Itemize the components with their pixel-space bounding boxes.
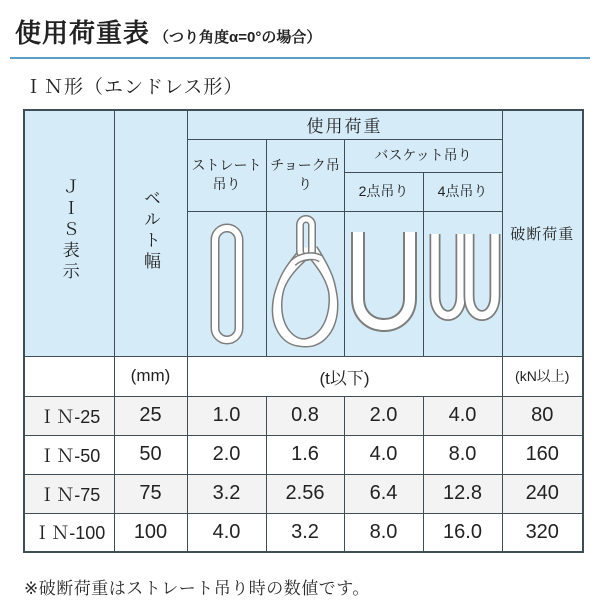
cell-belt-width: 50 [114, 435, 187, 474]
cell-choker-load: 2.56 [266, 474, 344, 513]
cell-belt-width: 25 [114, 396, 187, 435]
cell-breaking-load: 320 [502, 513, 583, 552]
basket-4point-icon [424, 212, 502, 356]
choker-hitch-cell [266, 211, 344, 356]
cell-breaking-load: 80 [502, 396, 583, 435]
section-subtitle: ＩＮ形（エンドレス形） [24, 77, 244, 98]
header-working-load: 使用荷重 [187, 110, 502, 139]
cell-jis-designation: ＩＮ-50 [24, 435, 114, 474]
cell-choker-load: 3.2 [266, 513, 344, 552]
header-belt-width [114, 110, 187, 356]
cell-basket-2point-load: 2.0 [344, 396, 423, 435]
cell-belt-width: 75 [114, 474, 187, 513]
cell-belt-width: 100 [114, 513, 187, 552]
cell-jis-designation: ＩＮ-100 [24, 513, 114, 552]
page-title-suffix: （つり角度α=0°の場合） [154, 29, 322, 46]
choker-hitch-icon [267, 212, 345, 356]
basket-2point-cell [344, 211, 423, 356]
cell-basket-2point-load: 6.4 [344, 474, 423, 513]
straight-hitch-cell [187, 211, 266, 356]
cell-breaking-load: 160 [502, 435, 583, 474]
cell-choker-load: 0.8 [266, 396, 344, 435]
unit-empty-cell [24, 356, 114, 396]
header-jis-label: ＪＩＳ表示 [59, 178, 79, 284]
header-basket-2point: 2点吊り [344, 172, 423, 211]
table-row [24, 435, 583, 474]
unit-breaking-load: (kN以上) [502, 356, 583, 396]
page-title: 使用荷重表 [15, 18, 151, 48]
cell-straight-load: 4.0 [187, 513, 266, 552]
cell-basket-4point-load: 8.0 [423, 435, 502, 474]
title-underline [10, 57, 590, 59]
table-row [24, 396, 583, 435]
cell-basket-4point-load: 16.0 [423, 513, 502, 552]
cell-basket-4point-load: 4.0 [423, 396, 502, 435]
header-choker-hitch: チョーク吊り [266, 139, 344, 211]
unit-working-load: (t以下) [187, 356, 502, 396]
header-straight-hitch: ストレート吊り [187, 139, 266, 211]
header-basket-hitch: バスケット吊り [344, 139, 502, 172]
cell-straight-load: 3.2 [187, 474, 266, 513]
cell-basket-4point-load: 12.8 [423, 474, 502, 513]
load-spec-table [23, 109, 584, 553]
cell-breaking-load: 240 [502, 474, 583, 513]
cell-jis-designation: ＩＮ-25 [24, 396, 114, 435]
header-breaking-load: 破断荷重 [502, 110, 583, 356]
basket-4point-cell [423, 211, 502, 356]
table-row [24, 513, 583, 552]
footnote: ※破断荷重はストレート吊り時の数値です。 [24, 579, 370, 598]
cell-jis-designation: ＩＮ-75 [24, 474, 114, 513]
basket-2point-icon [345, 212, 423, 356]
header-basket-4point: 4点吊り [423, 172, 502, 211]
cell-basket-2point-load: 8.0 [344, 513, 423, 552]
cell-basket-2point-load: 4.0 [344, 435, 423, 474]
straight-hitch-icon [188, 212, 266, 356]
table-row [24, 474, 583, 513]
cell-choker-load: 1.6 [266, 435, 344, 474]
table-body [24, 396, 583, 552]
cell-straight-load: 1.0 [187, 396, 266, 435]
title-block [0, 0, 600, 50]
unit-belt-width: (mm) [114, 356, 187, 396]
cell-straight-load: 2.0 [187, 435, 266, 474]
header-belt-width-label: ベルト幅 [141, 188, 160, 273]
header-jis [24, 110, 114, 356]
